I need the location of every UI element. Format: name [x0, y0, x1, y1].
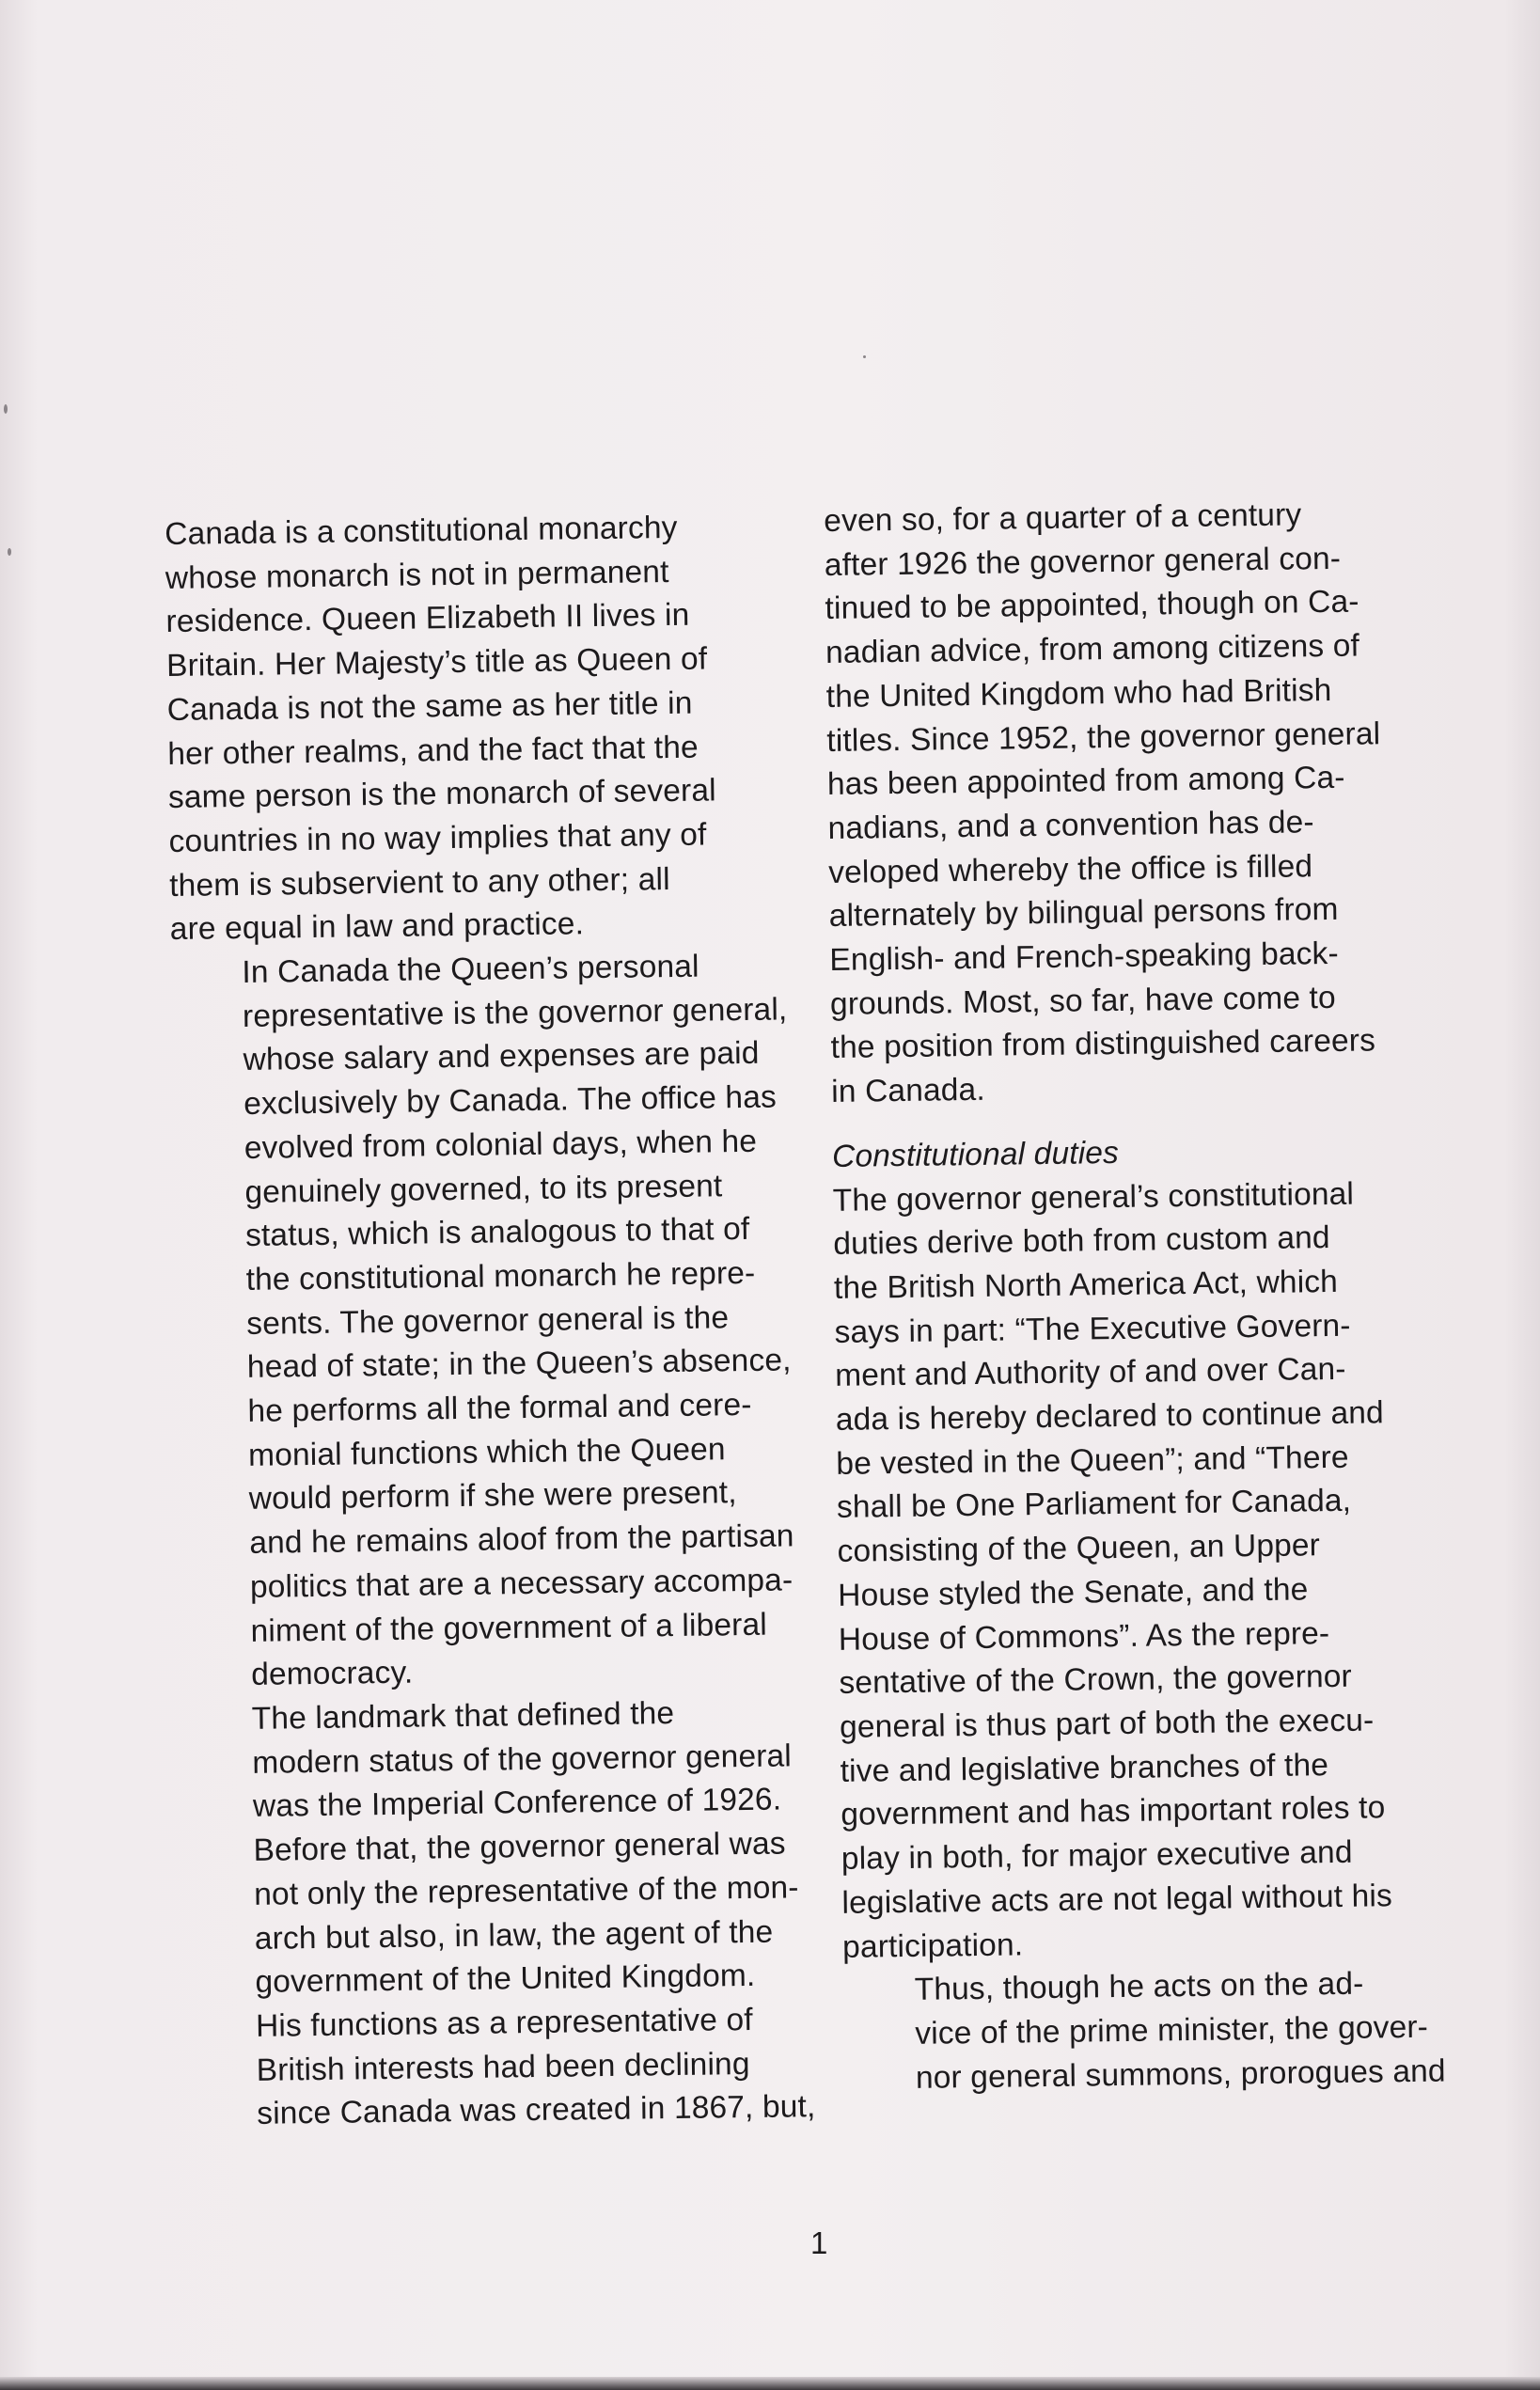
text-line: evolved from colonial days, when he [244, 1124, 758, 1166]
text-line: tive and legislative branches of the [840, 1747, 1329, 1789]
text-line: Britain. Her Majesty’s title as Queen of [165, 641, 708, 684]
text-line: be vested in the Queen”; and “There [836, 1439, 1349, 1482]
text-line: residence. Queen Elizabeth II lives in [165, 598, 690, 640]
text-line: her other realms, and the fact that the [167, 730, 699, 772]
paper-speck [8, 548, 11, 556]
right-column-body [832, 1171, 1474, 2101]
text-line: representative is the governor general, [242, 992, 788, 1034]
text-line: in Canada. [830, 1072, 986, 1110]
text-line: after 1926 the governor general con- [824, 541, 1342, 583]
page-bottom-edge [0, 2377, 1540, 2390]
text-line: Canada is not the same as her title in [166, 685, 693, 728]
text-line: the United Kingdom who had British [825, 672, 1332, 715]
paper-speck [4, 404, 8, 414]
text-line: veloped whereby the office is filled [827, 848, 1313, 890]
text-line: participation. [841, 1926, 1024, 1965]
text-line: nadian advice, from among citizens of [825, 628, 1360, 671]
text-line: niment of the government of a liberal [250, 1607, 768, 1649]
text-line: vice of the prime minister, the gover- [915, 2009, 1429, 2052]
text-line: would perform if she were present, [248, 1475, 737, 1517]
text-line: Canada is a constitutional monarchy [165, 510, 678, 552]
text-line: arch but also, in law, the agent of the [254, 1914, 774, 1957]
text-line: sentative of the Crown, the governor [839, 1659, 1353, 1702]
text-line: was the Imperial Conference of 1926. [252, 1782, 782, 1825]
text-line: them is subservient to any other; all [168, 861, 670, 904]
text-line: consisting of the Queen, an Upper [837, 1528, 1321, 1570]
paper-speck [863, 355, 866, 358]
text-line: ada is hereby declared to continue and [835, 1395, 1385, 1438]
paragraph [181, 1690, 816, 2138]
text-line: grounds. Most, so far, have come to [829, 980, 1337, 1022]
text-line: shall be One Parliament for Canada, [836, 1484, 1352, 1526]
page-number: 1 [810, 2225, 828, 2260]
paragraph [824, 492, 1462, 1115]
text-line: The governor general’s constitutional [832, 1176, 1355, 1219]
left-text-column [165, 505, 816, 2138]
paragraph [165, 505, 791, 952]
paragraph [832, 1171, 1472, 1970]
text-line: nadians, and a convention has de- [827, 805, 1314, 846]
text-line: play in both, for major executive and [841, 1834, 1353, 1877]
text-line: In Canada the Queen’s personal [242, 949, 699, 990]
text-line: titles. Since 1952, the governor general [826, 715, 1381, 759]
paragraph [170, 944, 800, 1699]
text-line: modern status of the governor general [252, 1738, 793, 1781]
text-line: since Canada was created in 1867, but, [257, 2089, 816, 2132]
section-heading: Constitutional duties [831, 1135, 1120, 1174]
text-line: House of Commons”. As the repre- [838, 1615, 1330, 1658]
text-line: exclusively by Canada. The office has [243, 1079, 778, 1123]
right-text-column [824, 492, 1474, 2101]
text-line: and he remains aloof from the partisan [249, 1518, 794, 1562]
text-line: The landmark that defined the [251, 1695, 675, 1737]
text-line: monial functions which the Queen [247, 1432, 726, 1473]
text-line: English- and French-speaking back- [829, 936, 1339, 978]
text-line: House styled the Senate, and the [838, 1572, 1309, 1613]
text-line: the British North America Act, which [833, 1264, 1339, 1306]
text-line: legislative acts are not legal without his [841, 1879, 1393, 1921]
paragraph [842, 1961, 1474, 2101]
text-line: countries in no way implies that any of [168, 817, 707, 859]
text-line: government and has important roles to [841, 1790, 1386, 1833]
text-line: has been appointed from among Ca- [826, 760, 1345, 803]
text-line: says in part: “The Executive Govern- [834, 1308, 1351, 1350]
text-line: ment and Authority of and over Can- [834, 1352, 1346, 1394]
text-line: same person is the monarch of several [167, 773, 716, 816]
text-line: the position from distinguished careers [830, 1023, 1376, 1066]
text-line: duties derive both from custom and [833, 1220, 1330, 1263]
text-line: alternately by bilingual persons from [828, 892, 1339, 935]
text-line: whose salary and expenses are paid [243, 1036, 760, 1078]
text-line: he performs all the formal and cere- [247, 1387, 752, 1429]
text-line: Before that, the governor general was [253, 1826, 786, 1868]
text-line: sents. The governor general is the [246, 1299, 730, 1342]
text-line: are equal in law and practice. [169, 906, 585, 948]
text-line: British interests had been declining [256, 2046, 750, 2088]
text-line: whose monarch is not in permanent [165, 554, 669, 596]
right-column-intro [824, 492, 1462, 1115]
text-line: general is thus part of both the execu- [839, 1703, 1375, 1745]
text-line: not only the representative of the mon- [253, 1870, 799, 1912]
text-line: democracy. [250, 1655, 414, 1693]
text-line: tinued to be appointed, though on Ca- [825, 584, 1359, 627]
text-line: His functions as a representative of [255, 2002, 753, 2044]
text-line: Thus, though he acts on the ad- [914, 1966, 1364, 2008]
text-line: the constitutional monarch he repre- [245, 1255, 756, 1297]
text-line: nor general summons, prorogues and [915, 2053, 1446, 2096]
text-line: head of state; in the Queen’s absence, [246, 1343, 792, 1386]
text-line: politics that are a necessary accompa- [249, 1563, 794, 1605]
text-line: government of the United Kingdom. [255, 1958, 756, 2001]
text-line: even so, for a quarter of a century [824, 497, 1302, 539]
text-line: status, which is analogous to that of [244, 1212, 750, 1254]
text-line: genuinely governed, to its present [244, 1168, 723, 1210]
